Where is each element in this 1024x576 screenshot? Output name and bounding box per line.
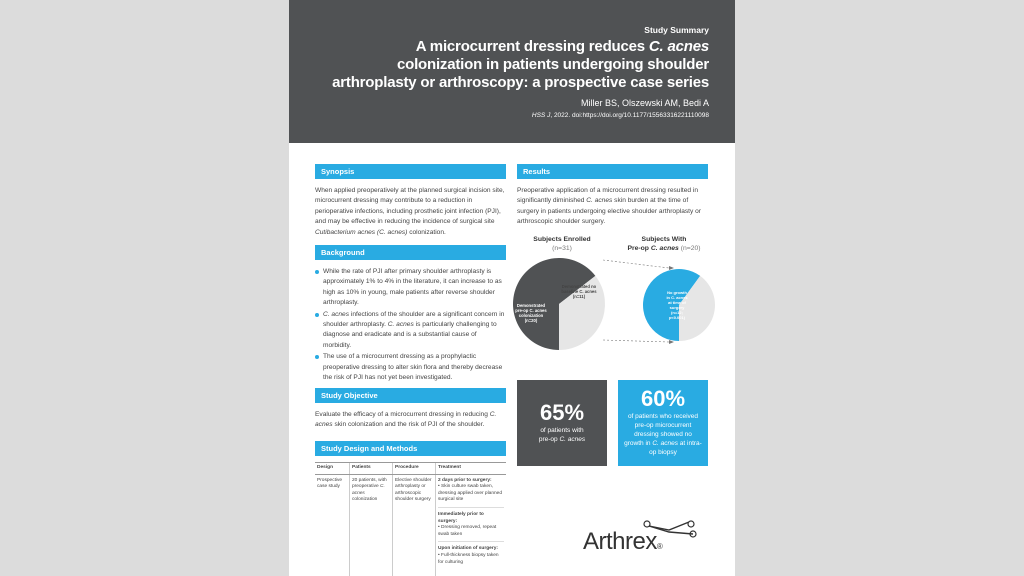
citation: HSS J, 2022. doi:https://doi.org/10.1177/15563316221110098 bbox=[531, 112, 709, 119]
table-row bbox=[315, 474, 506, 576]
treatment-cell: 2 days prior to surgery: • Skin culture swab taken, dressing applied over planned surgical site Immediately prior to surgery: • Dressing removed, repeat swab taken Upon initiation of surgery: • Full-thickness biopsy taken for culturing bbox=[436, 474, 507, 576]
stat-caption: of patients with pre-op C. acnes bbox=[538, 427, 586, 443]
background-list bbox=[315, 267, 506, 384]
connector-line bbox=[603, 340, 669, 342]
objective-text: Evaluate the efficacy of a microcurrent dressing in reducing C. acnes skin colonization and the risk of PJI of the shoulder. bbox=[315, 411, 497, 429]
pie-charts bbox=[509, 250, 719, 360]
design-heading: Study Design and Methods bbox=[315, 441, 506, 456]
column-header: Procedure bbox=[393, 463, 436, 475]
stat-box-65 bbox=[517, 380, 607, 466]
design-table bbox=[315, 462, 506, 576]
design-cell: Prospective case study bbox=[317, 477, 343, 490]
stat-value: 65% bbox=[539, 400, 585, 425]
column-header: Treatment bbox=[436, 463, 507, 475]
study-summary-page bbox=[289, 0, 735, 576]
column-header: Patients bbox=[350, 463, 393, 475]
header-banner bbox=[289, 0, 735, 143]
arthrex-logo bbox=[583, 516, 713, 560]
objective-heading: Study Objective bbox=[315, 388, 506, 403]
list-item: While the rate of PJI after primary shoulder arthroplasty is approximately 1% to 4% in the literature, it can increase to as high as 10% in young, male patients after reverse shoulder arthroplasty. bbox=[315, 267, 506, 309]
column-header: Design bbox=[315, 463, 350, 475]
authors: Miller BS, Olszewski AM, Bedi A bbox=[580, 98, 709, 108]
chart1-title: Subjects Enrolled (n=31) bbox=[533, 236, 591, 252]
list-item: The use of a microcurrent dressing as a prophylactic preoperative dressing to alter skin flora and thereby decrease the risk of PJI has not yet been investigated. bbox=[315, 352, 506, 383]
synopsis-heading: Synopsis bbox=[315, 164, 506, 179]
connector-line bbox=[603, 260, 669, 268]
patients-cell: 20 patients, with preoperative C. acnes colonization bbox=[350, 474, 393, 576]
stat-value: 60% bbox=[640, 386, 686, 411]
procedure-cell: Elective shoulder arthroplasty or arthroscopic shoulder surgery bbox=[393, 474, 436, 576]
kicker: Study Summary bbox=[644, 25, 709, 35]
synopsis-text: When applied preoperatively at the planned surgical incision site, microcurrent dressing may contribute to a reduction in perioperative infections, including prosthetic joint infection (PJI), and may be effective in reducing the incidence of surgical site Cutibacterium acnes (C. acnes) colonization. bbox=[315, 187, 505, 236]
list-item: C. acnes infections of the shoulder are a significant concern in shoulder arthroplasty. C. acnes is particularly challenging to diagnose and eradicate and is a substantial cause of morbidity. bbox=[315, 310, 506, 352]
chart2-title: Subjects With Pre-op C. acnes (n=20) bbox=[627, 236, 701, 252]
background-heading: Background bbox=[315, 245, 506, 260]
pie-label: No growth in C. acnes at time of surgery (n=12; p<0.001) bbox=[666, 290, 688, 320]
pie-label: Demonstrated no baseline C. acnes (n=11) bbox=[561, 284, 597, 299]
results-text: Preoperative application of a microcurrent dressing resulted in significantly diminished C. acnes skin burden at the time of surgery in patients undergoing elective shoulder arthroplasty or arthroscopic shoulder surgery. bbox=[517, 187, 701, 226]
arrow-head bbox=[669, 340, 674, 344]
arrow-head bbox=[669, 266, 674, 270]
results-heading: Results bbox=[517, 164, 708, 179]
page-title: A microcurrent dressing reduces C. acnes colonization in patients undergoing shoulder arthroplasty or arthroscopy: a prospective case series bbox=[332, 38, 709, 91]
stat-caption: of patients who received pre-op microcurrent dressing showed no growth in C. acnes at intra-op biopsy bbox=[624, 413, 702, 456]
pie-label: Demonstrated pre-op C. acnes colonization (n=20) bbox=[515, 303, 547, 323]
logo-text: Arthrex® bbox=[583, 528, 663, 555]
stat-box-60 bbox=[618, 380, 708, 466]
